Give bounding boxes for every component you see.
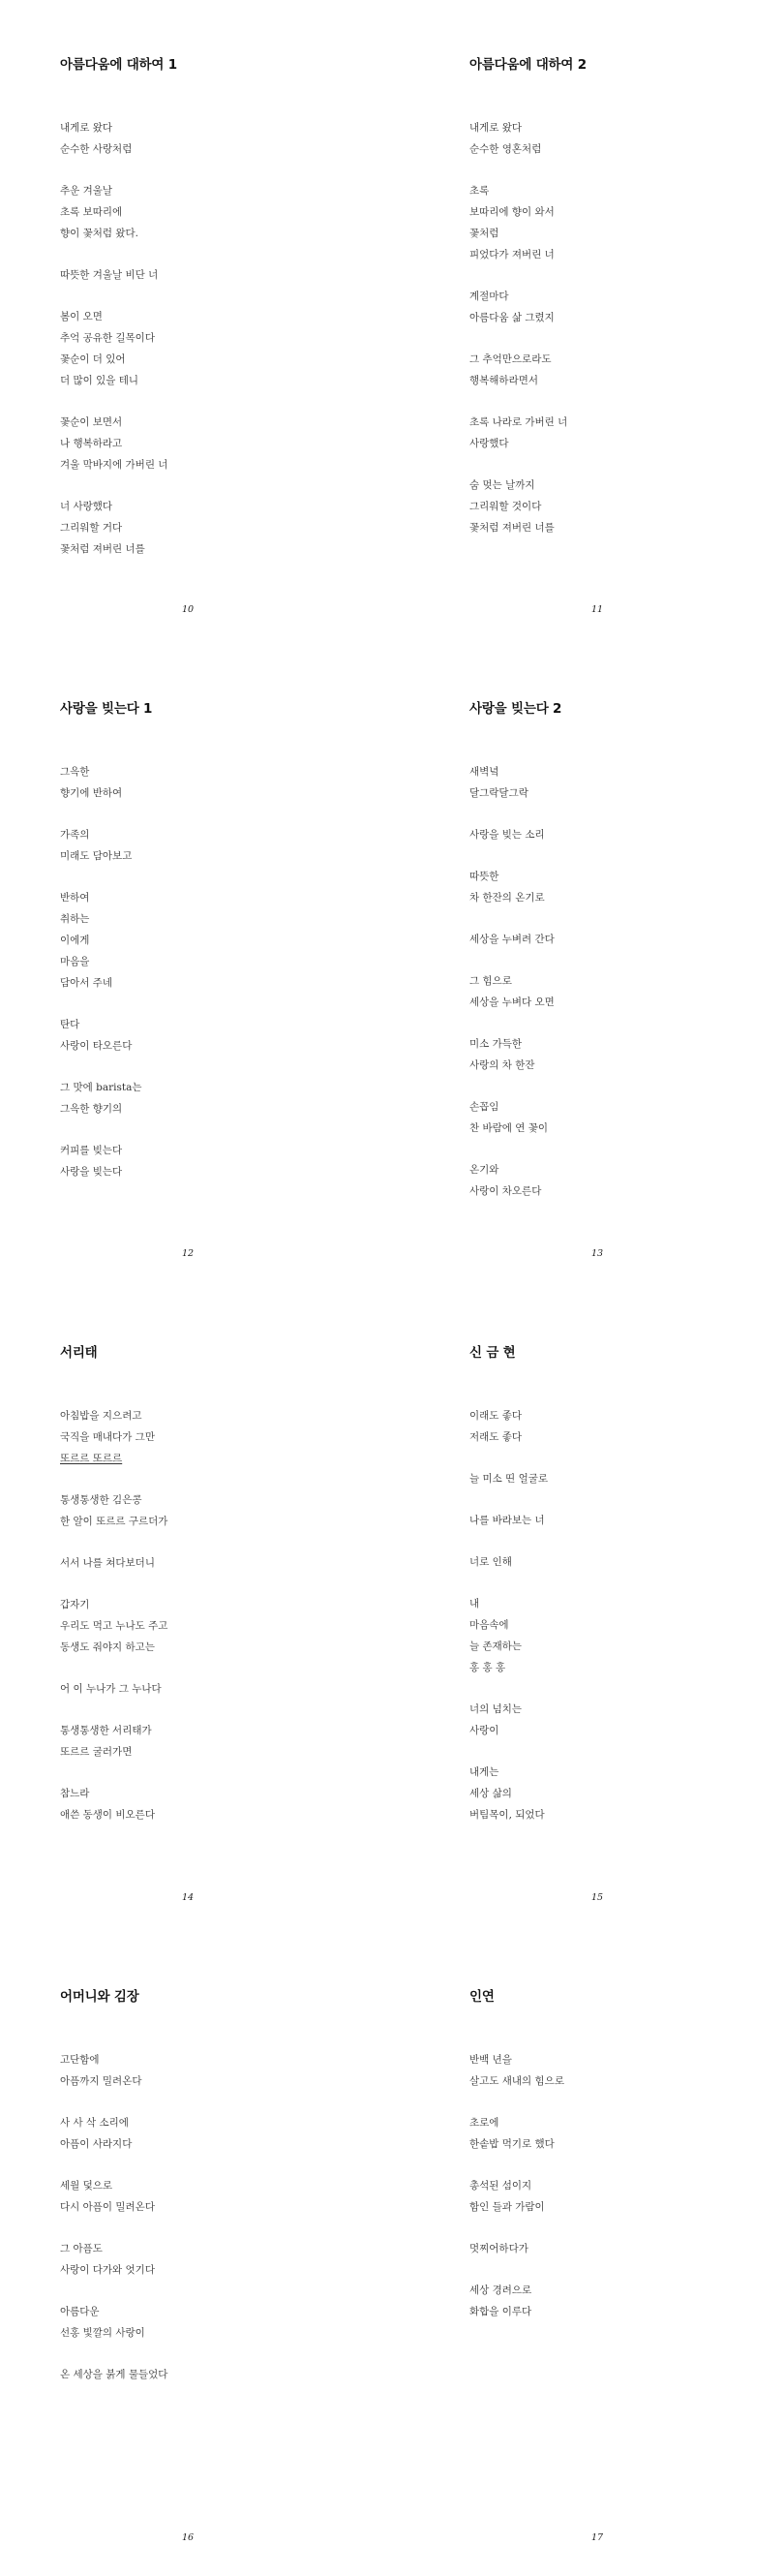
poem-line: 순수한 사랑처럼	[60, 143, 133, 155]
page-number: 15	[591, 1892, 604, 1903]
poem-line: 어 이 누나가 그 누나다	[60, 1683, 162, 1695]
stanza	[60, 761, 141, 804]
poem-line: 꽃처럼 져버린 너를	[60, 543, 145, 555]
poem-body	[469, 1405, 548, 1846]
poem-line: 애쓴 동생이 비오른다	[60, 1809, 155, 1821]
poem-line: 우리도 먹고 누나도 주고	[60, 1620, 168, 1632]
stanza	[469, 2112, 564, 2155]
poem-line: 나를 바라보는 너	[469, 1515, 545, 1526]
poem-line: 그리워할 것이다	[469, 501, 542, 512]
poem-line: 사랑이 다가와 엇기다	[60, 2264, 155, 2276]
page-number: 10	[182, 604, 195, 615]
stanza	[60, 2364, 167, 2385]
page-12	[60, 697, 379, 1278]
poem-line: 선홍 빛깔의 사랑이	[60, 2327, 145, 2339]
stanza	[60, 1783, 167, 1825]
stanza	[60, 180, 167, 244]
poem-line: 그 힘으로	[469, 975, 512, 987]
poem-line: 세상 경려으로	[469, 2285, 532, 2296]
poem-line: 향이 꽃처럼 왔다.	[60, 228, 139, 239]
stanza	[60, 824, 141, 867]
stanza	[469, 1510, 548, 1531]
page-number: 11	[591, 604, 604, 615]
page-title: 아름다움에 대하여 2	[469, 57, 587, 73]
poem-line: 사랑의 차 한잔	[469, 1059, 535, 1071]
poem-line: 더 많이 있을 테니	[60, 375, 139, 386]
poem-line: 다시 아픔이 밀려온다	[60, 2201, 155, 2213]
stanza	[60, 2112, 167, 2155]
stanza	[60, 2175, 167, 2218]
poem-line: 향기에 반하여	[60, 787, 123, 799]
poem-line: 반하여	[60, 892, 90, 904]
poem-line: 커피를 빚는다	[60, 1145, 123, 1156]
poem-line: 살고도 새내의 힘으로	[469, 2075, 564, 2087]
poem-body	[60, 761, 141, 1203]
poem-line: 늘 미소 띤 얼굴로	[469, 1473, 549, 1485]
stanza	[60, 887, 141, 994]
poem-line: 반백 년을	[469, 2054, 512, 2066]
stanza	[60, 1552, 167, 1574]
poem-line: 초록 보따리에	[60, 206, 123, 218]
stanza	[60, 2049, 167, 2092]
poem-body	[60, 117, 167, 580]
page-number: 17	[591, 2532, 604, 2543]
stanza	[60, 2238, 167, 2281]
poem-line: 홍 홍 홍	[469, 1662, 506, 1673]
poem-line: 늘 존재하는	[469, 1641, 523, 1652]
poem-line: 통생통생한 서리태가	[60, 1725, 152, 1736]
stanza	[469, 1551, 548, 1573]
poem-line: 담아서 주네	[60, 977, 113, 989]
poem-body	[469, 2049, 564, 2343]
poem-line: 함인 들과 가람이	[469, 2201, 545, 2213]
stanza	[60, 1140, 141, 1182]
poem-line: 내게는	[469, 1766, 499, 1778]
poem-line: 꽃순이 더 있어	[60, 353, 126, 365]
page-title: 서리태	[60, 1345, 98, 1361]
poem-body	[469, 117, 567, 559]
poem-line: 사랑을 빚는다	[60, 1166, 123, 1178]
poem-line: 차 한잔의 온기로	[469, 892, 545, 904]
poem-line: 손꼽임	[469, 1101, 499, 1113]
poem-line: 초록 나라로 가버린 너	[469, 416, 568, 428]
poem-line: 이에게	[60, 935, 90, 946]
poem-line: 봄이 오면	[60, 311, 103, 322]
page-number: 14	[182, 1892, 195, 1903]
stanza	[469, 1159, 555, 1202]
page-title: 사랑을 빚는다 2	[469, 701, 562, 717]
poem-line: 동생도 줘야지 하고는	[60, 1641, 155, 1653]
page-16	[60, 1985, 379, 2566]
stanza	[469, 2175, 564, 2218]
page-10	[60, 53, 379, 634]
poem-line: 사랑이 차오른다	[469, 1185, 542, 1197]
poem-line: 세상을 누벼다 오면	[469, 997, 555, 1008]
poem-line: 저래도 좋다	[469, 1431, 523, 1443]
poem-line: 피었다가 져버린 너	[469, 249, 555, 261]
stanza	[469, 180, 567, 265]
stanza	[469, 1033, 555, 1076]
poem-line: 추운 겨울날	[60, 185, 113, 197]
poem-line: 또르르 굴러가면	[60, 1746, 133, 1758]
stanza	[469, 412, 567, 454]
poem-line: 그 아픔도	[60, 2243, 103, 2254]
poem-line: 세월 덫으로	[60, 2180, 113, 2192]
stanza	[469, 1405, 548, 1448]
stanza	[469, 117, 567, 160]
poem-line: 보따리에 향이 와서	[469, 206, 555, 218]
page-15	[469, 1341, 784, 1922]
poem-line: 마음을	[60, 956, 90, 967]
poem-body	[469, 761, 555, 1222]
stanza	[469, 1762, 548, 1825]
poem-line: 꽃처럼 져버린 너를	[469, 522, 555, 534]
poem-line: 취하는	[60, 913, 90, 925]
poem-line: 통생통생한 김은콩	[60, 1494, 142, 1506]
stanza	[469, 286, 567, 328]
stanza	[469, 1096, 555, 1139]
page-title: 어머니와 김장	[60, 1989, 139, 2005]
poem-line: 추억 공유한 길목이다	[60, 332, 155, 344]
poem-line: 아름다움 삶 그렸지	[469, 312, 555, 323]
stanza	[469, 349, 567, 391]
poem-line: 따뜻한 겨울날 비단 너	[60, 269, 159, 281]
poem-line: 미소 가득한	[469, 1038, 523, 1050]
stanza	[469, 1593, 548, 1678]
page-11	[469, 53, 784, 634]
stanza	[469, 2238, 564, 2259]
stanza	[469, 475, 567, 538]
poem-line: 따뜻한	[469, 871, 499, 882]
poem-line: 또르르 또르르	[60, 1453, 123, 1464]
poem-line: 갑자기	[60, 1599, 90, 1610]
stanza	[469, 929, 555, 950]
poem-line: 그윽한 향기의	[60, 1103, 123, 1115]
page-title: 아름다움에 대하여 1	[60, 57, 177, 73]
poem-line: 세상을 누벼려 간다	[469, 934, 555, 945]
stanza	[60, 1594, 167, 1658]
poem-body	[60, 2049, 167, 2406]
poem-line: 초록	[469, 185, 490, 197]
poem-line: 새벽녘	[469, 766, 499, 778]
poem-line: 아름다운	[60, 2306, 100, 2317]
poem-line: 아침밥을 지으려고	[60, 1410, 142, 1422]
poem-line: 아픔이 사라지다	[60, 2138, 133, 2150]
poem-line: 온 세상을 붉게 물들었다	[60, 2369, 168, 2380]
poem-line: 세상 삶의	[469, 1788, 512, 1799]
poem-line: 서서 나를 쳐다보더니	[60, 1557, 155, 1569]
stanza	[469, 866, 555, 908]
poem-line: 미래도 담아보고	[60, 850, 133, 862]
poem-line: 그 추억만으로라도	[469, 353, 552, 365]
poem-line: 멋찌어하다가	[469, 2243, 528, 2254]
poem-body	[60, 1405, 167, 1846]
poem-line: 너의 넘치는	[469, 1703, 523, 1715]
poem-line: 그 맛에 barista는	[60, 1082, 142, 1093]
poem-line: 총석된 섬이지	[469, 2180, 532, 2192]
stanza	[60, 1678, 167, 1700]
poem-line: 그윽한	[60, 766, 90, 778]
poem-line: 찬 바람에 연 꽃이	[469, 1122, 549, 1134]
page-13	[469, 697, 784, 1278]
poem-line: 사랑을 빚는 소리	[469, 829, 545, 841]
poem-line: 너 사랑했다	[60, 501, 113, 512]
poem-line: 사랑이	[469, 1725, 499, 1736]
stanza	[469, 2049, 564, 2092]
page-number: 12	[182, 1248, 195, 1259]
poem-line: 이래도 좋다	[469, 1410, 523, 1422]
stanza	[60, 117, 167, 160]
page-17	[469, 1985, 784, 2566]
stanza	[60, 1405, 167, 1469]
poem-line: 가족의	[60, 829, 90, 841]
poem-line: 내	[469, 1598, 480, 1610]
stanza	[60, 1077, 141, 1119]
page-title: 신 금 현	[469, 1345, 516, 1361]
page-number: 16	[182, 2532, 195, 2543]
stanza	[469, 1699, 548, 1741]
poem-line: 겨울 막바지에 가버린 너	[60, 459, 168, 471]
stanza	[60, 306, 167, 391]
stanza	[60, 1489, 167, 1532]
poem-line: 초로에	[469, 2117, 499, 2129]
stanza	[60, 2301, 167, 2344]
poem-line: 계절마다	[469, 291, 509, 302]
poem-line: 꽃처럼	[469, 228, 499, 239]
stanza	[469, 1468, 548, 1489]
stanza	[60, 496, 167, 560]
poem-line: 사랑했다	[469, 438, 509, 449]
stanza	[60, 1014, 141, 1057]
poem-line: 사 사 삭 소리에	[60, 2117, 129, 2129]
poem-line: 내게로 왔다	[60, 122, 113, 134]
poem-line: 달그락달그락	[469, 787, 528, 799]
poem-line: 고단함에	[60, 2054, 100, 2066]
poem-line: 참느라	[60, 1788, 90, 1799]
poem-line: 꽃순이 보면서	[60, 416, 123, 428]
page-title: 인연	[469, 1989, 495, 2005]
page-14	[60, 1341, 379, 1922]
stanza	[469, 824, 555, 845]
poem-line: 탄다	[60, 1019, 80, 1030]
poem-line: 화합을 이루다	[469, 2306, 532, 2317]
poem-line: 한솥밥 먹기로 했다	[469, 2138, 555, 2150]
poem-line: 나 행복하라고	[60, 438, 123, 449]
poem-line: 숨 멎는 날까지	[469, 479, 535, 491]
poem-line: 온기와	[469, 1164, 499, 1176]
stanza	[469, 970, 555, 1013]
page-number: 13	[591, 1248, 604, 1259]
poem-line: 내게로 왔다	[469, 122, 523, 134]
page-title: 사랑을 빚는다 1	[60, 701, 153, 717]
poem-line: 순수한 영혼처럼	[469, 143, 542, 155]
poem-line: 한 알이 또르르 구르더가	[60, 1516, 168, 1527]
poem-line: 사랑이 타오른다	[60, 1040, 133, 1052]
stanza	[60, 264, 167, 286]
poem-line: 그리워할 거다	[60, 522, 123, 534]
poem-line: 마음속에	[469, 1619, 509, 1631]
stanza	[60, 412, 167, 475]
poem-line: 행복해하라면서	[469, 375, 539, 386]
poem-line: 버팀목이, 되었다	[469, 1809, 545, 1821]
poem-line: 너로 인해	[469, 1556, 512, 1568]
poem-line: 아픔까지 밀려온다	[60, 2075, 142, 2087]
poem-line: 국직을 매내다가 그만	[60, 1431, 155, 1443]
stanza	[60, 1720, 167, 1763]
stanza	[469, 761, 555, 804]
stanza	[469, 2280, 564, 2322]
